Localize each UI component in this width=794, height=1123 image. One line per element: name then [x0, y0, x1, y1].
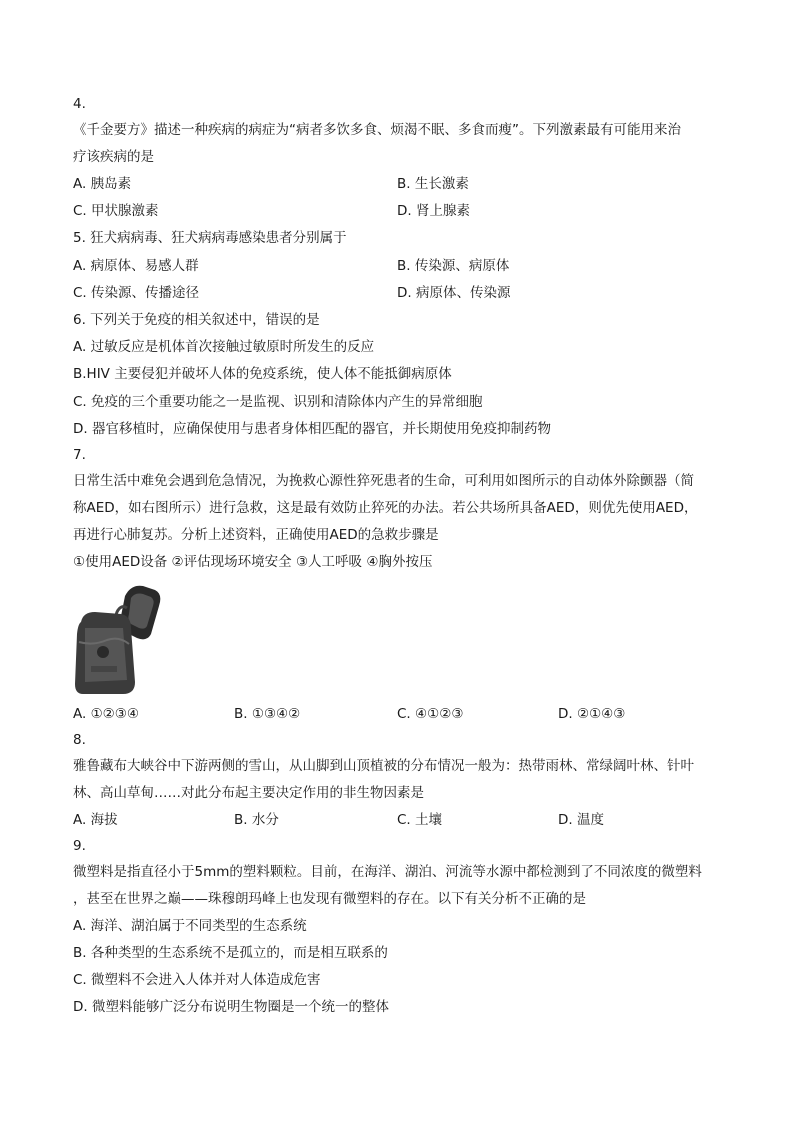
question-9-stem-cont: ，甚至在世界之巅——珠穆朗玛峰上也发现有微塑料的存在。以下有关分析不正确的是: [73, 891, 586, 907]
question-7-stem: 日常生活中难免会遇到危急情况，为挽救心源性猝死患者的生命，可利用如图所示的自动体外除颤器（简: [73, 473, 694, 489]
question-6-option-d: D. 器官移植时，应确保使用与患者身体相匹配的器官，并长期使用免疫抑制药物: [73, 421, 551, 437]
question-8-stem: 雅鲁藏布大峡谷中下游两侧的雪山，从山脚到山顶植被的分布情况一般为：热带雨林、常绿阔叶林、针叶: [73, 758, 694, 774]
question-6-stem: 6. 下列关于免疫的相关叙述中，错误的是: [73, 312, 320, 328]
question-6-option-b: B.HIV 主要侵犯并破坏人体的免疫系统，使人体不能抵御病原体: [73, 366, 452, 382]
question-9-option-d: D. 微塑料能够广泛分布说明生物圈是一个统一的整体: [73, 999, 389, 1015]
question-9-stem: 微塑料是指直径小于5mm的塑料颗粒。目前，在海洋、湖泊、河流等水源中都检测到了不同浓度的微塑料: [73, 864, 702, 880]
question-7-option-c: C. ④①②③: [397, 706, 464, 722]
question-9-option-a: A. 海洋、湖泊属于不同类型的生态系统: [73, 918, 307, 934]
question-5-stem: 5. 狂犬病病毒、狂犬病病毒感染患者分别属于: [73, 230, 347, 246]
question-8-option-a: A. 海拔: [73, 812, 118, 828]
question-4-number: 4.: [73, 96, 86, 112]
question-7-option-b: B. ①③④②: [234, 706, 301, 722]
question-9-option-b: B. 各种类型的生态系统不是孤立的，而是相互联系的: [73, 945, 388, 961]
question-7-option-a: A. ①②③④: [73, 706, 139, 722]
question-9-option-c: C. 微塑料不会进入人体并对人体造成危害: [73, 972, 321, 988]
question-8-number: 8.: [73, 732, 86, 748]
question-8-stem-cont: 林、高山草甸……对此分布起主要决定作用的非生物因素是: [73, 785, 424, 801]
question-6-option-a: A. 过敏反应是机体首次接触过敏原时所发生的反应: [73, 339, 375, 355]
question-7-stem-cont: 称AED，如右图所示）进行急救，这是最有效防止猝死的办法。若公共场所具备AED，则优先使用AED，: [73, 500, 698, 516]
question-6-option-c: C. 免疫的三个重要功能之一是监视、识别和清除体内产生的异常细胞: [73, 394, 483, 410]
question-7-number: 7.: [73, 447, 86, 463]
question-5-option-a: A. 病原体、易感人群: [73, 258, 199, 274]
question-4-stem: 《千金要方》描述一种疾病的病症为“病者多饮多食、烦渴不眠、多食而瘦”。下列激素最有可能用来治: [73, 122, 681, 138]
question-7-option-d: D. ②①④③: [558, 706, 626, 722]
question-4-option-a: A. 胰岛素: [73, 176, 132, 192]
question-4-option-c: C. 甲状腺激素: [73, 203, 159, 219]
question-4-option-b: B. 生长激素: [397, 176, 469, 192]
question-7-stem-cont-2: 再进行心肺复苏。分析上述资料，正确使用AED的急救步骤是: [73, 527, 439, 543]
question-8-option-d: D. 温度: [558, 812, 604, 828]
question-5-option-d: D. 病原体、传染源: [397, 285, 511, 301]
question-4-option-d: D. 肾上腺素: [397, 203, 470, 219]
question-9-number: 9.: [73, 838, 86, 854]
question-8-option-b: B. 水分: [234, 812, 279, 828]
question-5-option-c: C. 传染源、传播途径: [73, 285, 200, 301]
aed-device-image: [73, 582, 163, 696]
question-7-steps: ①使用AED设备 ②评估现场环境安全 ③人工呼吸 ④胸外按压: [73, 554, 433, 570]
question-4-stem-cont: 疗该疾病的是: [73, 149, 154, 165]
question-5-option-b: B. 传染源、病原体: [397, 258, 510, 274]
question-8-option-c: C. 土壤: [397, 812, 443, 828]
